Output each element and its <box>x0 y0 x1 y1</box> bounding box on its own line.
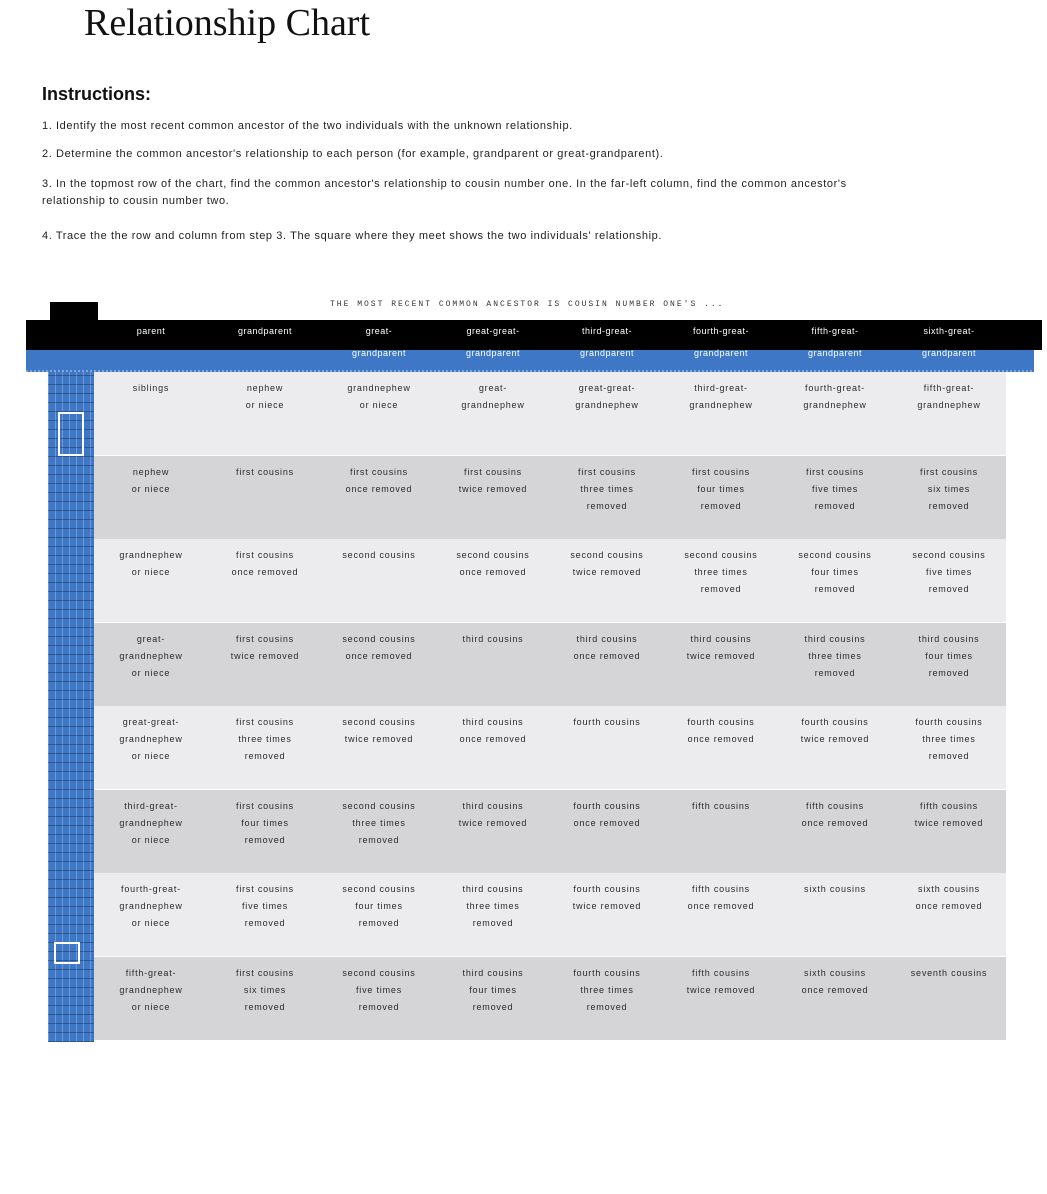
column-header: parent <box>136 326 166 336</box>
instructions-heading: Instructions: <box>42 84 152 104</box>
table-row <box>94 372 1006 455</box>
table-row <box>94 623 1006 706</box>
relationship-cell: great- grandnephew <box>461 383 525 410</box>
left-bar-marker-bottom <box>54 942 80 964</box>
relationship-cell: first cousins five times removed <box>236 884 294 928</box>
relationship-cell: third cousins four times removed <box>462 967 524 1012</box>
relationship-cell: fourth cousins once removed <box>687 717 755 744</box>
column-header: fifth-great- grandparent <box>807 326 863 358</box>
table-row <box>94 873 1006 956</box>
relationship-cell: second cousins twice removed <box>570 550 644 577</box>
relationship-cell: third cousins twice removed <box>458 800 528 828</box>
relationship-cell: first cousins twice removed <box>458 466 528 494</box>
relationship-cell: third cousins twice removed <box>686 633 756 661</box>
relationship-cell: third cousins <box>462 633 524 644</box>
row-label-cell: siblings <box>132 383 170 393</box>
relationship-cell: third cousins three times removed <box>462 884 524 928</box>
relationship-cell: second cousins five times removed <box>912 550 986 594</box>
row-label-cell: third-great- grandnephew or niece <box>119 800 183 845</box>
relationship-cell: great-great- grandnephew <box>575 383 639 410</box>
relationship-cell: fourth cousins <box>573 717 641 727</box>
relationship-cell: first cousins once removed <box>345 466 413 494</box>
relationship-cell: sixth cousins <box>804 884 866 894</box>
table-row <box>94 790 1006 873</box>
relationship-cell: first cousins twice removed <box>230 633 300 661</box>
relationship-cell: first cousins once removed <box>231 550 299 577</box>
instruction-step-3: 3. In the topmost row of the chart, find the common ancestor's relationship to cousin number one. In the far-left column, find the common ancestor's relationship to cousin number two. <box>42 178 847 207</box>
row-label-cell: great-great- grandnephew or niece <box>119 717 183 761</box>
relationship-cell: fifth cousins twice removed <box>914 800 984 828</box>
relationship-cell: first cousins three times removed <box>236 717 294 761</box>
relationship-cell: fourth-great- grandnephew <box>803 383 867 410</box>
relationship-cell: sixth cousins once removed <box>915 884 983 911</box>
column-header: great-great- grandparent <box>465 326 521 358</box>
row-label-cell: fourth-great- grandnephew or niece <box>119 884 183 928</box>
relationship-cell: grandnephew or niece <box>347 383 411 410</box>
page-title: Relationship Chart <box>84 2 371 44</box>
relationship-cell: second cousins three times removed <box>342 800 416 845</box>
relationship-cell: fourth cousins twice removed <box>800 717 870 744</box>
relationship-cell: third cousins three times removed <box>804 633 866 678</box>
relationship-cell: first cousins five times removed <box>806 466 864 511</box>
row-label-cell: great- grandnephew or niece <box>119 633 183 678</box>
relationship-cell: first cousins six times removed <box>920 466 978 511</box>
instruction-step-4: 4. Trace the the row and column from step 3. The square where they meet shows the two individuals' relationship. <box>42 230 662 242</box>
relationship-cell: second cousins three times removed <box>684 550 758 594</box>
relationship-cell: first cousins <box>236 466 294 477</box>
relationship-cell: fifth-great- grandnephew <box>917 383 981 410</box>
instruction-step-2: 2. Determine the common ancestor's relationship to each person (for example, grandparent or great-grandparent). <box>42 148 664 160</box>
relationship-cell: first cousins four times removed <box>692 466 750 511</box>
relationship-cell: fifth cousins twice removed <box>686 967 756 995</box>
relationship-cell: second cousins once removed <box>342 633 416 661</box>
relationship-cell: fifth cousins once removed <box>687 884 755 911</box>
relationship-cell: second cousins four times removed <box>798 550 872 594</box>
row-label-cell: grandnephew or niece <box>119 550 183 577</box>
column-header: sixth-great- grandparent <box>921 326 977 358</box>
table-row <box>94 456 1006 539</box>
relationship-cell: fourth cousins three times removed <box>915 717 983 761</box>
chart-corner-tab <box>50 302 98 322</box>
relationship-cell: third cousins once removed <box>573 633 641 661</box>
chart-caption: THE MOST RECENT COMMON ANCESTOR IS COUSIN NUMBER ONE'S ... <box>330 300 725 309</box>
relationship-cell: fifth cousins <box>692 800 750 811</box>
table-row <box>94 706 1006 789</box>
column-header: great- grandparent <box>351 326 407 358</box>
row-label-cell: fifth-great- grandnephew or niece <box>119 967 183 1012</box>
relationship-cell: first cousins six times removed <box>236 967 294 1012</box>
relationship-cell: second cousins twice removed <box>342 717 416 744</box>
left-bar-marker-top <box>58 412 84 456</box>
relationship-cell: second cousins four times removed <box>342 884 416 928</box>
relationship-cell: fourth cousins once removed <box>573 800 641 828</box>
row-label-cell: nephew or niece <box>131 466 171 494</box>
chart-left-bar <box>48 372 94 1042</box>
relationship-cell: third cousins four times removed <box>918 633 980 678</box>
relationship-cell: sixth cousins once removed <box>801 967 869 995</box>
instruction-step-1: 1. Identify the most recent common ancestor of the two individuals with the unknown relationship. <box>42 120 573 132</box>
relationship-cell: second cousins <box>342 550 416 560</box>
table-row <box>94 539 1006 622</box>
column-header: grandparent <box>237 326 293 336</box>
relationship-cell: fourth cousins three times removed <box>573 967 641 1012</box>
relationship-cell: third cousins once removed <box>459 717 527 744</box>
relationship-cell: nephew or niece <box>245 383 285 410</box>
relationship-cell: second cousins five times removed <box>342 967 416 1012</box>
relationship-cell: second cousins once removed <box>456 550 530 577</box>
relationship-cell: third-great- grandnephew <box>689 383 753 410</box>
relationship-cell: fourth cousins twice removed <box>572 884 642 911</box>
relationship-cell: seventh cousins <box>910 967 988 978</box>
column-header: fourth-great- grandparent <box>692 326 750 358</box>
table-row <box>94 957 1006 1040</box>
column-header: third-great- grandparent <box>579 326 635 358</box>
relationship-cell: fifth cousins once removed <box>801 800 869 828</box>
relationship-cell: first cousins three times removed <box>578 466 636 511</box>
relationship-cell: first cousins four times removed <box>236 800 294 845</box>
